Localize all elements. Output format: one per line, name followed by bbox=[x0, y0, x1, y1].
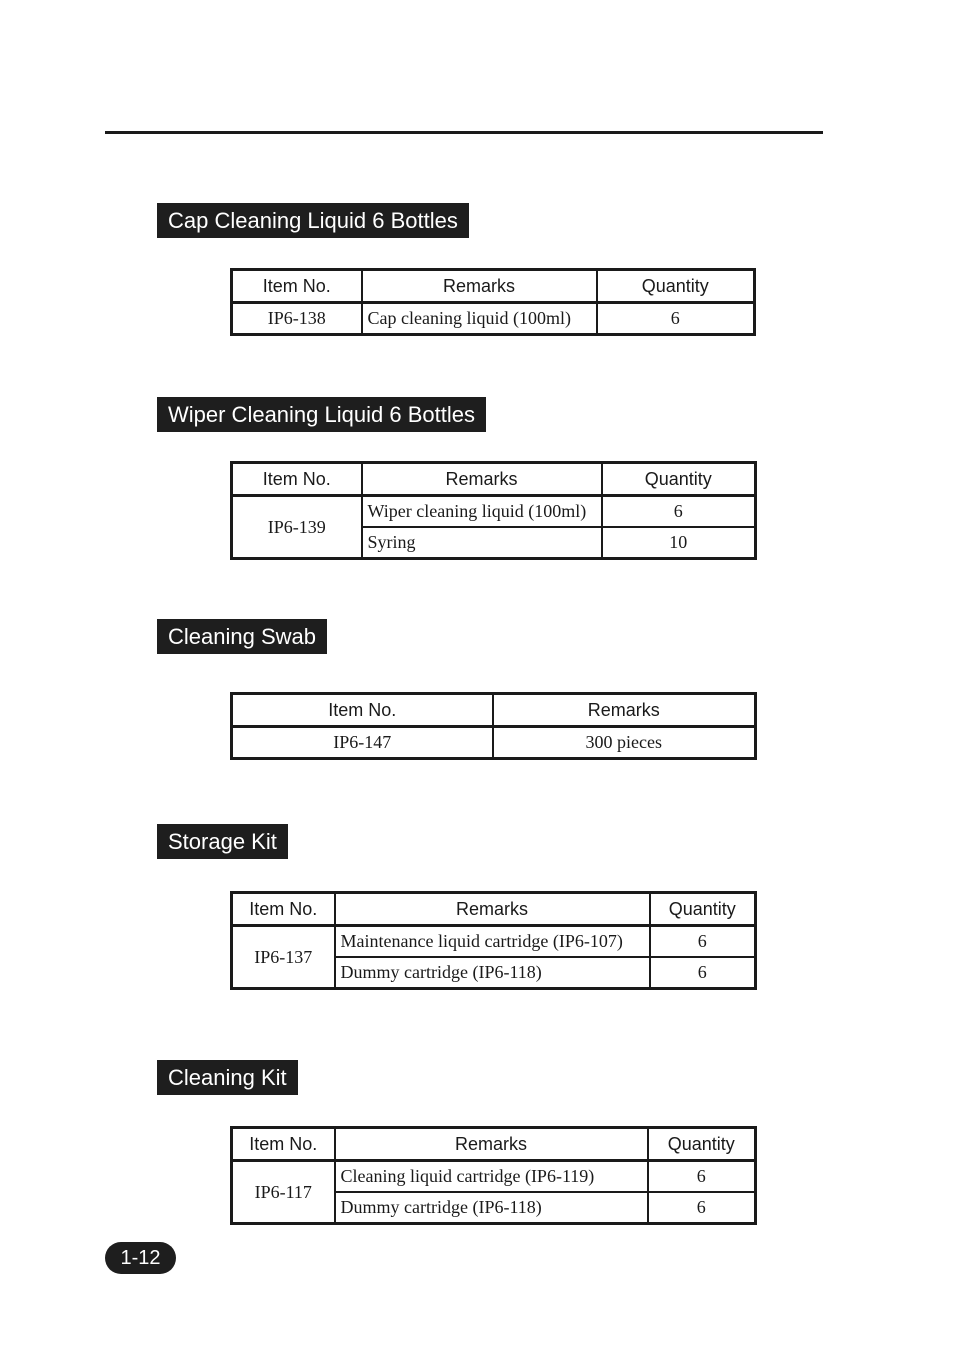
table-header-row bbox=[232, 463, 756, 496]
column-header-item-no: Item No. bbox=[232, 463, 362, 496]
quantity-cell: 6 bbox=[597, 303, 755, 335]
section-heading-cleaning-swab: Cleaning Swab bbox=[157, 619, 327, 654]
item-number-cell: IP6-139 bbox=[232, 496, 362, 559]
table-row bbox=[232, 303, 755, 335]
remarks-cell: Maintenance liquid cartridge (IP6-107) bbox=[335, 926, 650, 958]
item-number-cell: IP6-117 bbox=[232, 1161, 335, 1224]
column-header-remarks: Remarks bbox=[362, 270, 597, 303]
remarks-cell: Syring bbox=[362, 527, 602, 559]
section-heading-cleaning-kit: Cleaning Kit bbox=[157, 1060, 298, 1095]
table-header-row bbox=[232, 694, 756, 727]
column-header-item-no: Item No. bbox=[232, 893, 335, 926]
section-heading-storage-kit: Storage Kit bbox=[157, 824, 288, 859]
remarks-cell: 300 pieces bbox=[493, 727, 756, 759]
column-header-item-no: Item No. bbox=[232, 694, 493, 727]
parts-table-cleaning-kit bbox=[230, 1126, 757, 1225]
table-header-row bbox=[232, 1128, 756, 1161]
quantity-cell: 6 bbox=[650, 957, 756, 989]
quantity-cell: 6 bbox=[602, 496, 756, 528]
table-header-row bbox=[232, 270, 755, 303]
column-header-item-no: Item No. bbox=[232, 270, 362, 303]
table-header-row bbox=[232, 893, 756, 926]
header-rule bbox=[105, 131, 823, 134]
remarks-cell: Dummy cartridge (IP6-118) bbox=[335, 957, 650, 989]
column-header-item-no: Item No. bbox=[232, 1128, 335, 1161]
quantity-cell: 6 bbox=[648, 1192, 756, 1224]
column-header-remarks: Remarks bbox=[335, 1128, 648, 1161]
column-header-remarks: Remarks bbox=[362, 463, 602, 496]
column-header-quantity: Quantity bbox=[648, 1128, 756, 1161]
column-header-remarks: Remarks bbox=[335, 893, 650, 926]
parts-table-cap-cleaning-liquid bbox=[230, 268, 756, 336]
page-number-badge: 1-12 bbox=[105, 1242, 176, 1274]
remarks-cell: Wiper cleaning liquid (100ml) bbox=[362, 496, 602, 528]
parts-table-storage-kit bbox=[230, 891, 757, 990]
remarks-cell: Cleaning liquid cartridge (IP6-119) bbox=[335, 1161, 648, 1193]
quantity-cell: 6 bbox=[648, 1161, 756, 1193]
column-header-remarks: Remarks bbox=[493, 694, 756, 727]
quantity-cell: 6 bbox=[650, 926, 756, 958]
column-header-quantity: Quantity bbox=[650, 893, 756, 926]
table-row bbox=[232, 727, 756, 759]
parts-table-wiper-cleaning-liquid bbox=[230, 461, 757, 560]
table-row bbox=[232, 496, 756, 528]
table-row bbox=[232, 1161, 756, 1193]
column-header-quantity: Quantity bbox=[597, 270, 755, 303]
column-header-quantity: Quantity bbox=[602, 463, 756, 496]
remarks-cell: Cap cleaning liquid (100ml) bbox=[362, 303, 597, 335]
table-row bbox=[232, 926, 756, 958]
item-number-cell: IP6-137 bbox=[232, 926, 335, 989]
remarks-cell: Dummy cartridge (IP6-118) bbox=[335, 1192, 648, 1224]
quantity-cell: 10 bbox=[602, 527, 756, 559]
item-number-cell: IP6-147 bbox=[232, 727, 493, 759]
parts-table-cleaning-swab bbox=[230, 692, 757, 760]
item-number-cell: IP6-138 bbox=[232, 303, 362, 335]
section-heading-wiper-cleaning-liquid: Wiper Cleaning Liquid 6 Bottles bbox=[157, 397, 486, 432]
section-heading-cap-cleaning-liquid: Cap Cleaning Liquid 6 Bottles bbox=[157, 203, 469, 238]
